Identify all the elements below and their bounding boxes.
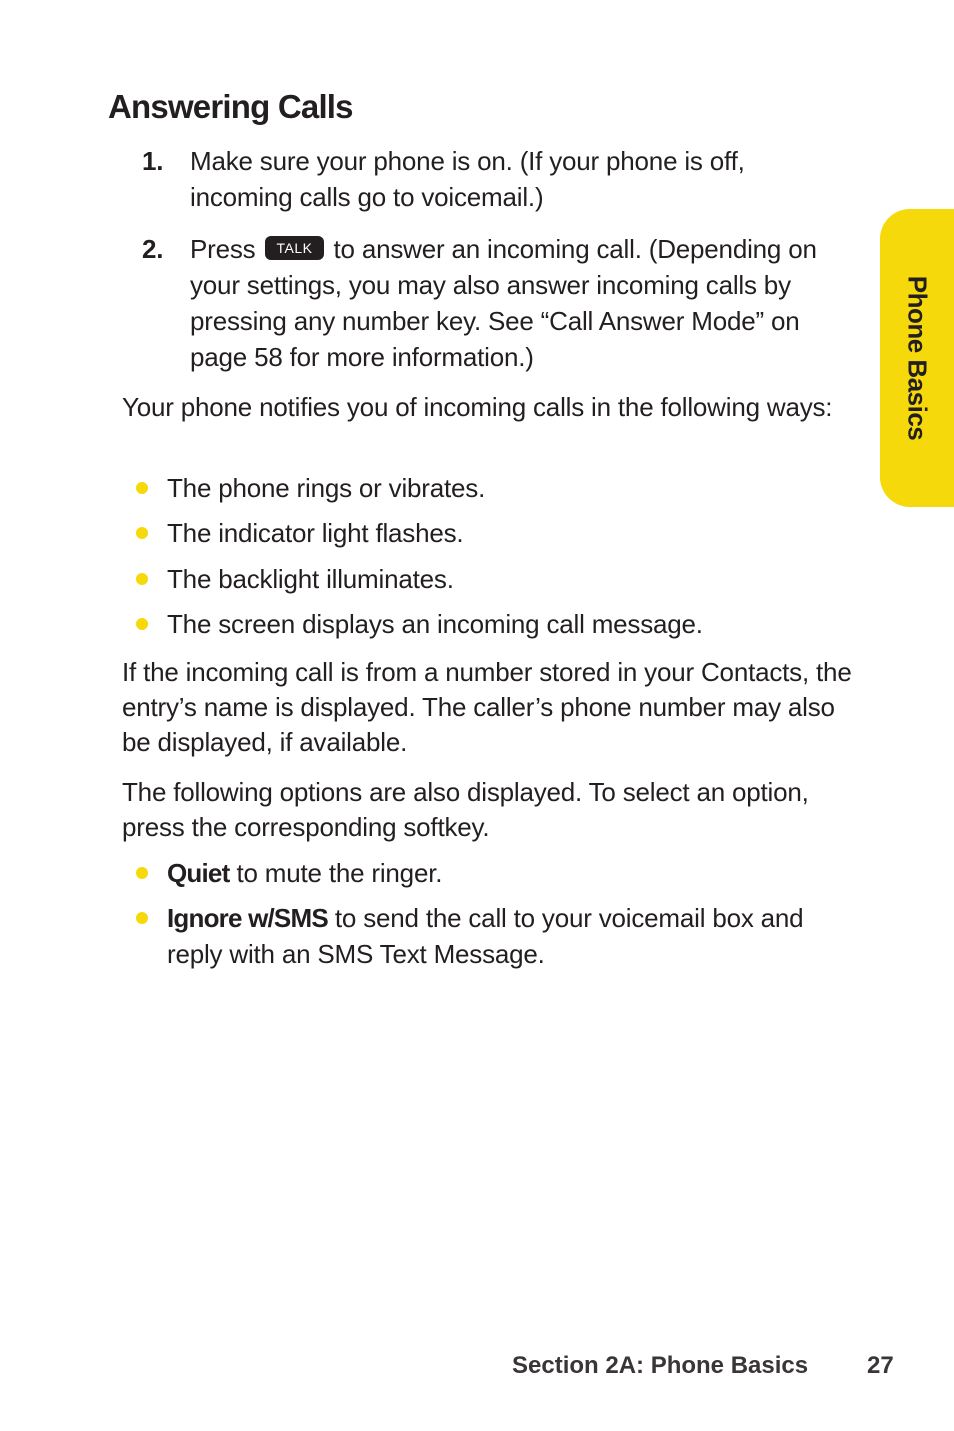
step-text: Make sure your phone is on. (If your phone is off, incoming calls go to voicemail.) (190, 146, 745, 212)
option-desc: to send the call to your voicemail box and reply with an SMS Text Message. (167, 903, 804, 969)
side-tab-label: Phone Basics (902, 275, 933, 441)
step-text-before-key: Press (190, 234, 256, 264)
bullet-icon (136, 912, 148, 924)
footer-page-number: 27 (867, 1352, 894, 1379)
section-side-tab (880, 209, 954, 507)
section-heading: Answering Calls (108, 88, 353, 125)
step-text-after-key: to answer an incoming call. (Depending on your settings, you may also answer incoming calls by pressing any number key. See “Call Answer Mode” on page 58 for more information.) (190, 234, 817, 372)
bullet-icon (136, 573, 148, 585)
contacts-paragraph: If the incoming call is from a number stored in your Contacts, the entry’s name is displayed. The caller’s phone number may also be displayed, if available. (122, 657, 852, 757)
option-term: Ignore w/SMS (167, 903, 328, 933)
talk-key-icon: TALK (265, 236, 325, 260)
list-item-text: The indicator light flashes. (167, 518, 464, 548)
list-item-text: The screen displays an incoming call message. (167, 609, 703, 639)
step-number: 2. (142, 234, 164, 264)
bullet-icon (136, 482, 148, 494)
step-text (190, 231, 842, 375)
option-desc: to mute the ringer. (236, 858, 443, 888)
list-item-text (167, 855, 847, 891)
footer-section-title: Section 2A: Phone Basics (512, 1352, 809, 1379)
list-item-text: The phone rings or vibrates. (167, 473, 486, 503)
notify-intro: Your phone notifies you of incoming calls in the following ways: (122, 392, 833, 422)
step-number: 1. (142, 146, 164, 176)
option-term: Quiet (167, 858, 230, 888)
bullet-icon (136, 527, 148, 539)
list-item-text (167, 900, 847, 972)
bullet-icon (136, 618, 148, 630)
options-intro: The following options are also displayed. To select an option, press the corresponding softkey. (122, 777, 809, 842)
list-item-text: The backlight illuminates. (167, 564, 454, 594)
bullet-icon (136, 867, 148, 879)
